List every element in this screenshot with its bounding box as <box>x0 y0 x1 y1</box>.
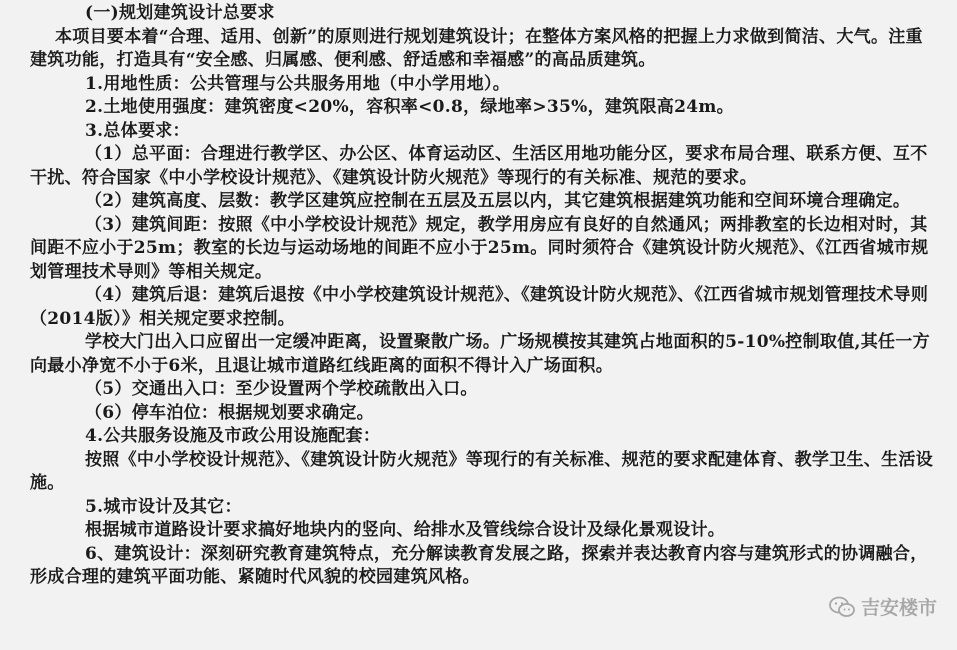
paragraph: 4.公共服务设施及市政公用设施配套： <box>85 426 381 446</box>
paragraph: （1）总平面：合理进行教学区、办公区、体育运动区、生活区用地功能分区，要求布局合理、联系方便、互不干扰、符合国家《中小学校设计规范》、《建筑设计防火规范》等现行的有关标准、规范的要求。 <box>30 144 928 188</box>
paragraph: 6、建筑设计：深刻研究教育建筑特点，充分解读教育发展之路，探索并表达教育内容与建筑形式的协调融合，形成合理的建筑平面功能、紧随时代风貌的校园建筑风格。 <box>30 543 928 587</box>
paragraph: （5）交通出入口：至少设置两个学校疏散出入口。 <box>85 379 478 399</box>
paragraph: （3）建筑间距：按照《中小学校设计规范》规定，教学用房应有良好的自然通风；两排教室的长边相对时，其间距不应小于25m；教室的长边与运动场地的间距不应小于25m。同时须符合《建筑设计防火规范》、《江西省城市规划管理技术导则》等相关规定。 <box>30 214 929 282</box>
paragraph: 5.城市设计及其它： <box>85 496 242 517</box>
paragraph: 学校大门出入口应留出一定缓冲距离，设置聚散广场。广场规模按其建筑占地面积的5-10%控制取值,其任一方向最小净宽不小于6米，且退让城市道路红线距离的面积不得计入广场面积。 <box>30 332 930 376</box>
paragraph: （4）建筑后退：建筑后退按《中小学校建筑设计规范》、《建筑设计防火规范》、《江西省城市规划管理技术导则（2014版）》相关规定要求控制。 <box>30 285 929 329</box>
paragraph: 本项目要本着“合理、适用、创新”的原则进行规划建筑设计；在整体方案风格的把握上力求做到简洁、大气。注重建筑功能，打造具有“安全感、归属感、便利感、舒适感和幸福感”的高品质建筑。 <box>30 26 923 70</box>
paragraph: 按照《中小学校设计规范》、《建筑设计防火规范》等现行的有关标准、规范的要求配建体育、教学卫生、生活设施。 <box>30 449 933 493</box>
paragraph: 3.总体要求： <box>85 120 190 141</box>
paragraph: 根据城市道路设计要求搞好地块内的竖向、给排水及管线综合设计及绿化景观设计。 <box>85 520 726 540</box>
watermark-text: 吉安楼市 <box>860 597 937 619</box>
paragraph: 1.用地性质：公共管理与公共服务用地（中小学用地）。 <box>85 73 511 94</box>
paragraph: （6）停车泊位：根据规划要求确定。 <box>85 402 374 423</box>
paragraph: （2）建筑高度、层数：教学区建筑应控制在五层及五层以内，其它建筑根据建筑功能和空间环境合理确定。 <box>85 191 911 211</box>
wechat-icon <box>829 596 855 618</box>
watermark <box>829 593 937 620</box>
paragraph: (一)规划建筑设计总要求 <box>85 3 275 23</box>
paragraph: 2.土地使用强度：建筑密度<20%，容积率<0.8，绿地率>35%，建筑限高24m。 <box>85 97 734 117</box>
